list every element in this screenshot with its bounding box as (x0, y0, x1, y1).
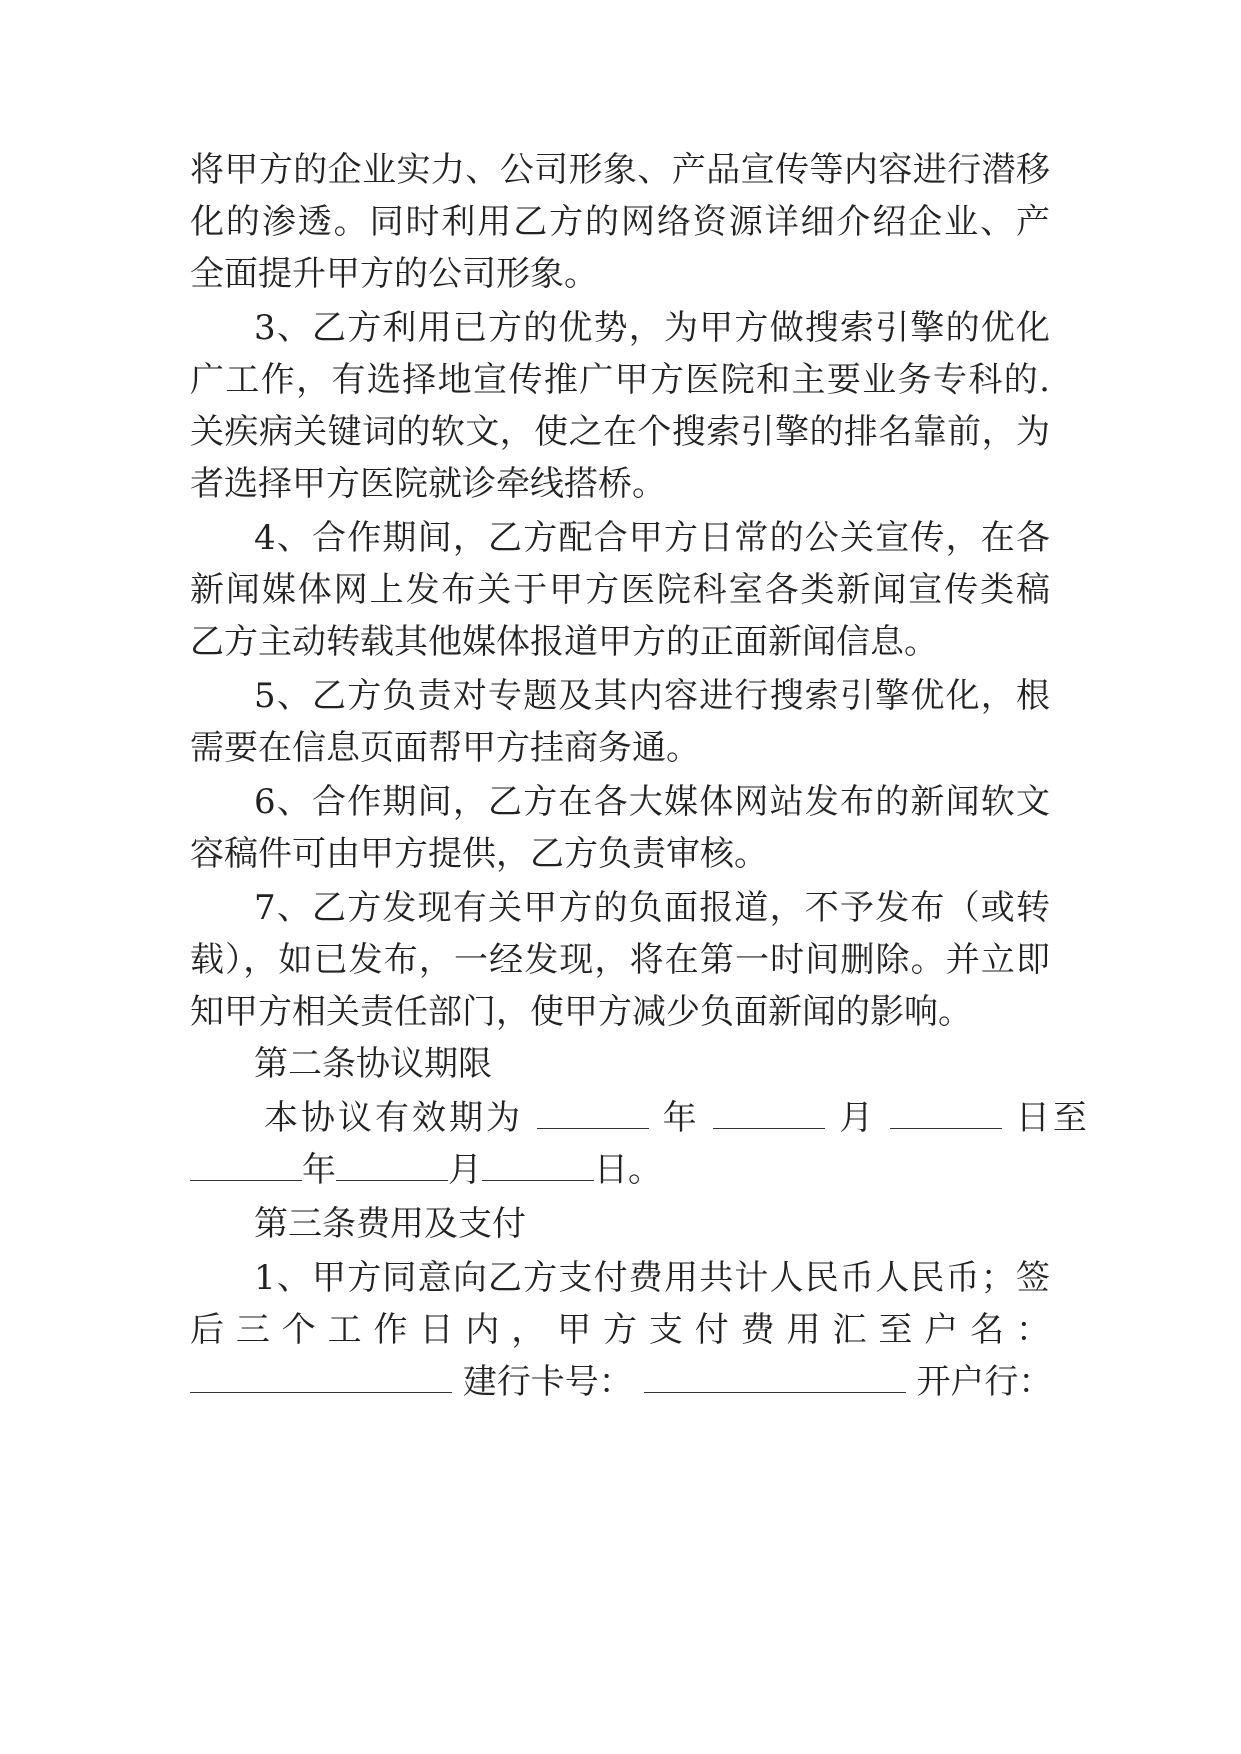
term-line-1 (264, 1098, 1090, 1138)
paragraph-line: 将甲方的企业实力、公司形象、产品宣传等内容进行潜移 (190, 150, 1050, 190)
section-title-term: 第二条协议期限 (254, 1044, 492, 1084)
paragraph-line: 容稿件可由甲方提供，乙方负责审核。 (190, 834, 768, 874)
paragraph-line: 需要在信息页面帮甲方挂商务通。 (190, 728, 700, 768)
term-year-label: 年 (662, 1098, 700, 1138)
day-blank[interactable] (890, 1098, 1002, 1129)
card-number-label: 建行卡号： (462, 1362, 633, 1402)
paragraph-line: 关疾病关键词的软文，使之在个搜索引擎的排名靠前，为 (190, 412, 1050, 452)
paragraph-line: 广工作，有选择地宣传推广甲方医院和主要业务专科的. (190, 360, 1050, 400)
year-blank[interactable] (537, 1098, 649, 1129)
paragraph-line: 3、乙方利用已方的优势，为甲方做搜索引擎的优化 (254, 308, 1050, 348)
paragraph-line: 载），如已发布，一经发现，将在第一时间删除。并立即 (190, 940, 1050, 980)
end-day-label: 日。 (594, 1150, 662, 1190)
month-blank[interactable] (713, 1098, 825, 1129)
payment-line-1: 1、甲方同意向乙方支付费用共计人民币人民币；签 (254, 1258, 1050, 1298)
end-month-blank[interactable] (336, 1150, 448, 1181)
term-prefix: 本协议有效期为 (264, 1098, 523, 1138)
paragraph-line: 5、乙方负责对专题及其内容进行搜索引擎优化，根 (254, 676, 1050, 716)
paragraph-line: 6、合作期间，乙方在各大媒体网站发布的新闻软文 (254, 782, 1050, 822)
paragraph-line: 全面提升甲方的公司形象。 (190, 254, 598, 294)
paragraph-line: 4、合作期间，乙方配合甲方日常的公关宣传，在各 (254, 518, 1050, 558)
paragraph-line: 新闻媒体网上发布关于甲方医院科室各类新闻宣传类稿 (190, 570, 1050, 610)
end-year-label: 年 (302, 1150, 336, 1190)
term-day-to-label: 日至 (1015, 1098, 1090, 1138)
paragraph-line: 知甲方相关责任部门，使甲方减少负面新闻的影响。 (190, 992, 972, 1032)
payment-line-3 (190, 1362, 1053, 1402)
term-month-label: 月 (839, 1098, 877, 1138)
section-title-payment: 第三条费用及支付 (254, 1204, 526, 1244)
term-line-2 (190, 1150, 1050, 1190)
account-name-blank[interactable] (190, 1362, 452, 1393)
end-year-blank[interactable] (190, 1150, 302, 1181)
paragraph-line: 7、乙方发现有关甲方的负面报道，不予发布（或转 (254, 888, 1050, 928)
payment-line-2: 后三个工作日内，甲方支付费用汇至户名： (190, 1310, 1050, 1350)
card-number-blank[interactable] (644, 1362, 906, 1393)
paragraph-line: 化的渗透。同时利用乙方的网络资源详细介绍企业、产 (190, 202, 1050, 242)
end-day-blank[interactable] (482, 1150, 594, 1181)
end-month-label: 月 (448, 1150, 482, 1190)
paragraph-line: 乙方主动转载其他媒体报道甲方的正面新闻信息。 (190, 622, 938, 662)
bank-label: 开户行： (916, 1362, 1053, 1402)
paragraph-line: 者选择甲方医院就诊牵线搭桥。 (190, 464, 666, 504)
